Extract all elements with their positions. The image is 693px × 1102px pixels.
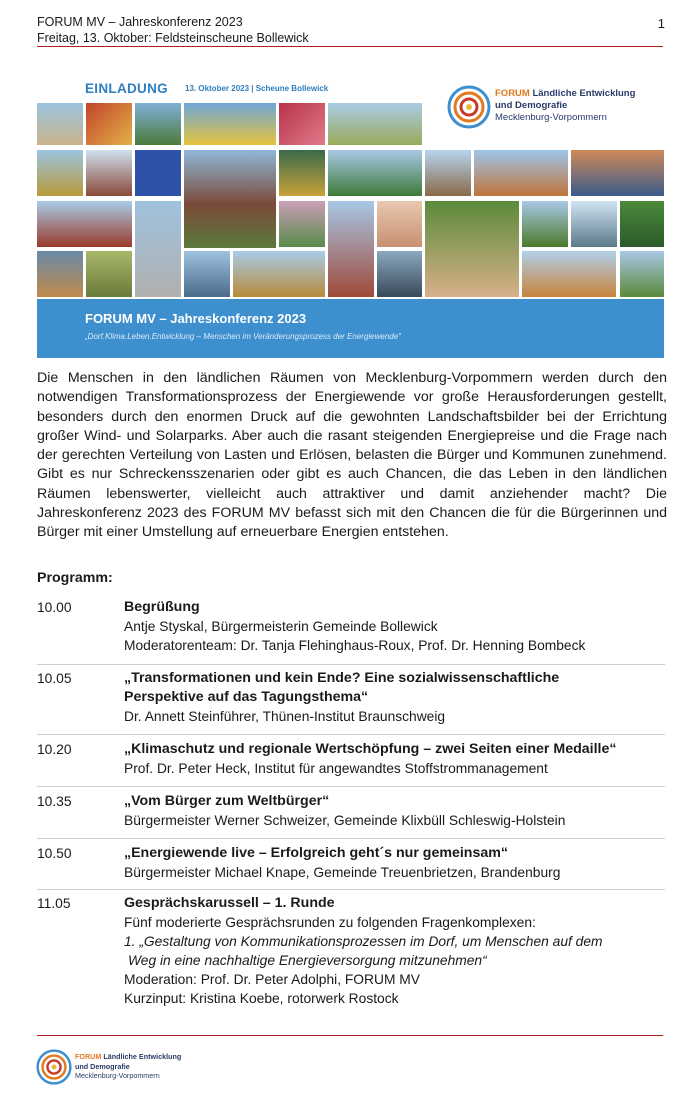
photo-tile [425,150,471,196]
footer-logo-line3: Mecklenburg-Vorpommern [75,1071,160,1080]
program-divider [37,664,665,665]
program-divider [37,889,665,890]
intro-paragraph: Die Menschen in den ländlichen Räumen von Mecklenburg-Vorpommern werden durch den notwendigen Transformationsprozess der Energiewende vor große Herausforderungen gestellt, besonders durch den enormen Druck auf die gewohnten Landschaftsbilder bei der Errichtung großer Wind- und Solarparks. Aber auch die rasant steigenden Energiepreise und die Frage nach der gerechten Verteilung von Lasten und Erlösen, belasten die Bürger und Kommunen zunehmend. Gibt es nur Schreckensszenarien oder gibt es auch Chancen, die das Leben in den ländlichen Räumen lebenswerter, vielleicht auch attraktiver und damit anziehender macht? Die Jahreskonferenz 2023 des FORUM MV befasst sich mit den Chancen die für die Bürgerinnen und Bürger mit einer Umstellung auf erneuerbare Energien entstehen. [37,370,667,541]
program-speaker: Antje Styskal, Bürgermeisterin Gemeinde Bollewick [124,619,438,634]
photo-tile [184,150,276,248]
photo-tile [328,150,422,196]
photo-tile [135,103,181,145]
program-time: 11.05 [37,896,71,911]
program-time: 10.00 [37,600,72,615]
photo-tile [425,201,519,297]
logo-line1: Ländliche Entwicklung [532,88,636,99]
photo-tile [474,150,568,196]
program-heading: Programm: [37,570,113,586]
photo-tile [620,251,664,297]
header-divider [37,46,663,47]
footer-logo-line1: Ländliche Entwicklung [103,1052,182,1061]
page-header [37,14,309,46]
header-subtitle: Freitag, 13. Oktober: Feldsteinscheune Bollewick [37,31,309,45]
photo-tile [620,201,664,247]
program-divider [37,786,665,787]
program-title: „Energiewende live – Erfolgreich geht´s nur gemeinsam“ [124,845,508,861]
footer-logo-line2: und Demografie [75,1061,130,1071]
photo-tile [86,251,132,297]
photo-tile [571,201,617,247]
photo-tile [233,251,325,297]
banner-date: 13. Oktober 2023 | Scheune Bollewick [185,84,329,93]
photo-tile [184,251,230,297]
program-divider [37,838,665,839]
photo-tile [37,251,83,297]
footer-logo-forum: FORUM [75,1052,102,1061]
page-number: 1 [657,16,665,31]
photo-tile [86,150,132,196]
program-title: „Klimaschutz und regionale Wertschöpfung – zwei Seiten einer Medaille“ [124,741,617,757]
program-title: „Transformationen und kein Ende? Eine sozialwissenschaftliche [124,670,560,686]
footer-divider [37,1035,663,1036]
photo-tile [328,103,422,145]
banner-bar-subtitle: „Dorf.Klima.Leben.Entwicklung – Menschen im Veränderungsprozess der Energiewende“ [85,332,401,341]
photo-tile [135,201,181,297]
photo-tile [522,251,616,297]
photo-tile [135,150,181,196]
program-speaker: Prof. Dr. Peter Heck, Institut für angewandtes Stoffstrommanagement [124,761,548,776]
photo-tile [377,201,422,247]
program-time: 10.50 [37,846,72,861]
banner-bar [37,299,664,358]
program-divider [37,734,665,735]
program-title: „Vom Bürger zum Weltbürger“ [124,793,330,809]
photo-tile [279,103,325,145]
photo-tile [37,201,132,247]
program-moderators: Moderatorenteam: Dr. Tanja Flehinghaus-Roux, Prof. Dr. Henning Bombeck [124,638,586,653]
program-title-cont: Perspektive auf das Tagungsthema“ [124,689,369,705]
program-speaker: Bürgermeister Michael Knape, Gemeinde Treuenbrietzen, Brandenburg [124,865,561,880]
program-input: Kurzinput: Kristina Koebe, rotorwerk Rostock [124,991,399,1006]
photo-tile [377,251,422,297]
footer-logo [36,1046,206,1090]
header-title: FORUM MV – Jahreskonferenz 2023 [37,15,243,29]
photo-tile [279,201,325,247]
logo-line2: und Demografie [495,100,568,111]
forum-logo-icon [447,85,491,129]
banner-bar-title: FORUM MV – Jahreskonferenz 2023 [85,311,307,326]
program-question-cont: Weg in eine nachhaltige Energieversorgung mitzunehmen“ [128,953,487,968]
photo-tile [86,103,132,145]
photo-tile [571,150,664,196]
program-description: Fünf moderierte Gesprächsrunden zu folgenden Fragenkomplexen: [124,915,536,930]
program-speaker: Dr. Annett Steinführer, Thünen-Institut Braunschweig [124,709,446,724]
forum-logo [447,81,657,136]
photo-tile [328,201,374,297]
photo-tile [522,201,568,247]
photo-tile [184,103,276,145]
program-time: 10.05 [37,671,72,686]
program-moderation: Moderation: Prof. Dr. Peter Adolphi, FORUM MV [124,972,420,987]
program-title: Gesprächskarussell – 1. Runde [124,895,335,911]
logo-line3: Mecklenburg-Vorpommern [495,112,607,123]
program-speaker: Bürgermeister Werner Schweizer, Gemeinde Klixbüll Schleswig-Holstein [124,813,566,828]
program-time: 10.20 [37,742,72,757]
logo-forum-word: FORUM [495,88,530,99]
invitation-banner [37,73,664,358]
banner-title: EINLADUNG [85,81,168,96]
photo-tile [37,103,83,145]
photo-tile [279,150,325,196]
photo-tile [37,150,83,196]
program-time: 10.35 [37,794,72,809]
program-title: Begrüßung [124,599,200,615]
forum-logo-icon [36,1049,72,1085]
program-question: 1. „Gestaltung von Kommunikationsprozessen im Dorf, um Menschen auf dem [124,934,603,949]
